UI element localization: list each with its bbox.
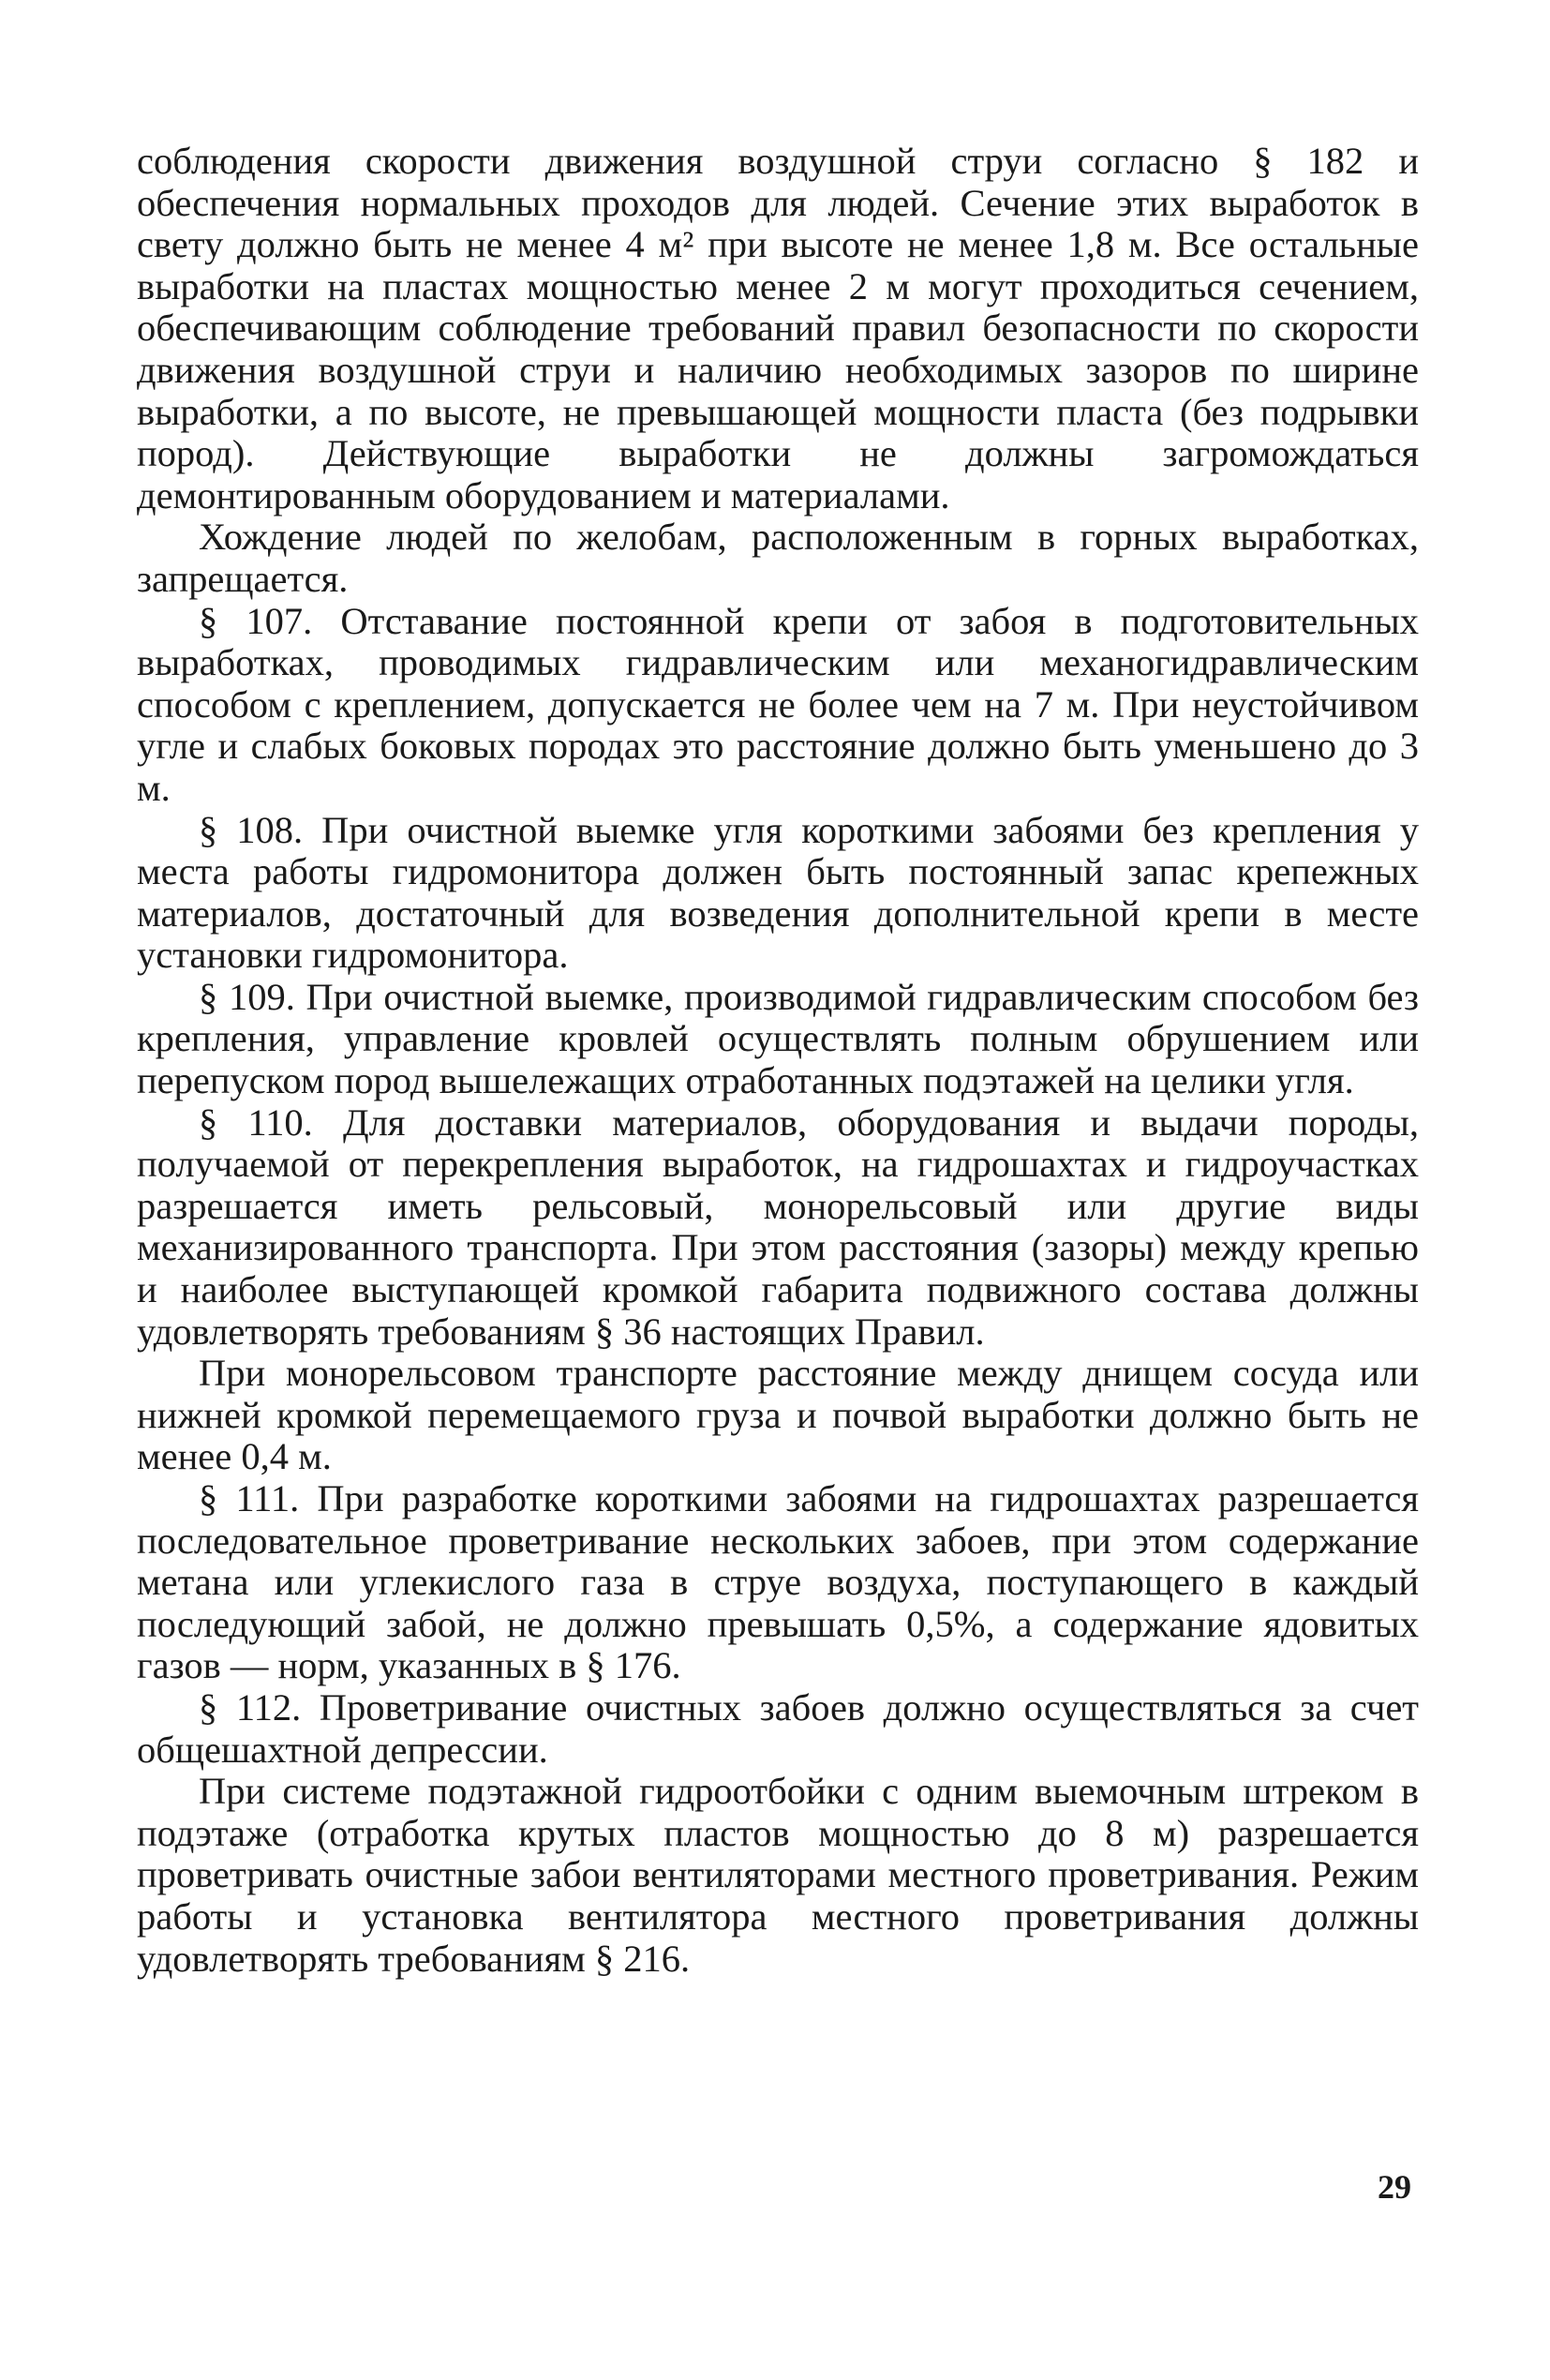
paragraph-monorail-transport: При монорельсовом транспорте расстояние между днищем сосуда или нижней кромкой перемещаемого груза и почвой выработки должно быть не менее 0,4 м. — [137, 1352, 1419, 1478]
page-text — [137, 141, 1419, 1980]
page-number: 29 — [1378, 2168, 1411, 2206]
paragraph-section-111: § 111. При разработке короткими забоями на гидрошахтах разрешается последовательное проветривание нескольких забоев, при этом содержание метана или углекислого газа в струе воздуха, поступающего в каждый последующий забой, не должно превышать 0,5%, а содержание ядовитых газов — норм, указанных в § 176. — [137, 1477, 1419, 1687]
paragraph-section-112: § 112. Проветривание очистных забоев должно осуществляться за счет общешахтной депрессии. — [137, 1685, 1419, 1771]
paragraph-continuation: соблюдения скорости движения воздушной струи согласно § 182 и обеспечения нормальных проходов для людей. Сечение этих выработок в свету должно быть не менее 4 м² при высоте не менее 1,8 м. Все остальные выработки на пластах мощностью менее 2 м могут проходиться сечением, обеспечивающим соблюдение требований правил безопасности по скорости движения воздушной струи и наличию необходимых зазоров по ширине выработки, а по высоте, не превышающей мощности пласта (без подрывки пород). Действующие выработки не должны загромождаться демонтированным оборудованием и материалами. — [137, 140, 1419, 516]
paragraph-walking-on-chutes: Хождение людей по желобам, расположенным в горных выработках, запрещается. — [137, 516, 1419, 600]
paragraph-section-108: § 108. При очистной выемке угля короткими забоями без крепления у места работы гидромонитора должен быть постоянный запас крепежных материалов, достаточный для возведения дополнительной крепи в месте установки гидромонитора. — [137, 808, 1419, 977]
paragraph-section-107: § 107. Отставание постоянной крепи от забоя в подготовительных выработках, проводимых гидравлическим или механогидравлическим способом с креплением, допускается не более чем на 7 м. При неустойчивом угле и слабых боковых породах это расстояние должно быть уменьшено до 3 м. — [137, 599, 1419, 809]
paragraph-section-110: § 110. Для доставки материалов, оборудования и выдачи породы, получаемой от перекрепления выработок, на гидрошахтах и гидроучастках разрешается иметь рельсовый, монорельсовый или другие виды механизированного транспорта. При этом расстояния (зазоры) между крепью и наиболее выступающей кромкой габарита подвижного состава должны удовлетворять требованиям § 36 настоящих Правил. — [137, 1100, 1419, 1353]
paragraph-section-109: § 109. При очистной выемке, производимой гидравлическим способом без крепления, управление кровлей осуществлять полным обрушением или перепуском пород вышележащих отработанных подэтажей на целики угля. — [137, 975, 1419, 1102]
paragraph-sublevel-hydrobreaking: При системе подэтажной гидроотбойки с одним выемочным штреком в подэтаже (отработка крутых пластов мощностью до 8 м) разрешается проветривать очистные забои вентиляторами местного проветривания. Режим работы и установка вентилятора местного проветривания должны удовлетворять требованиям § 216. — [137, 1770, 1419, 1980]
